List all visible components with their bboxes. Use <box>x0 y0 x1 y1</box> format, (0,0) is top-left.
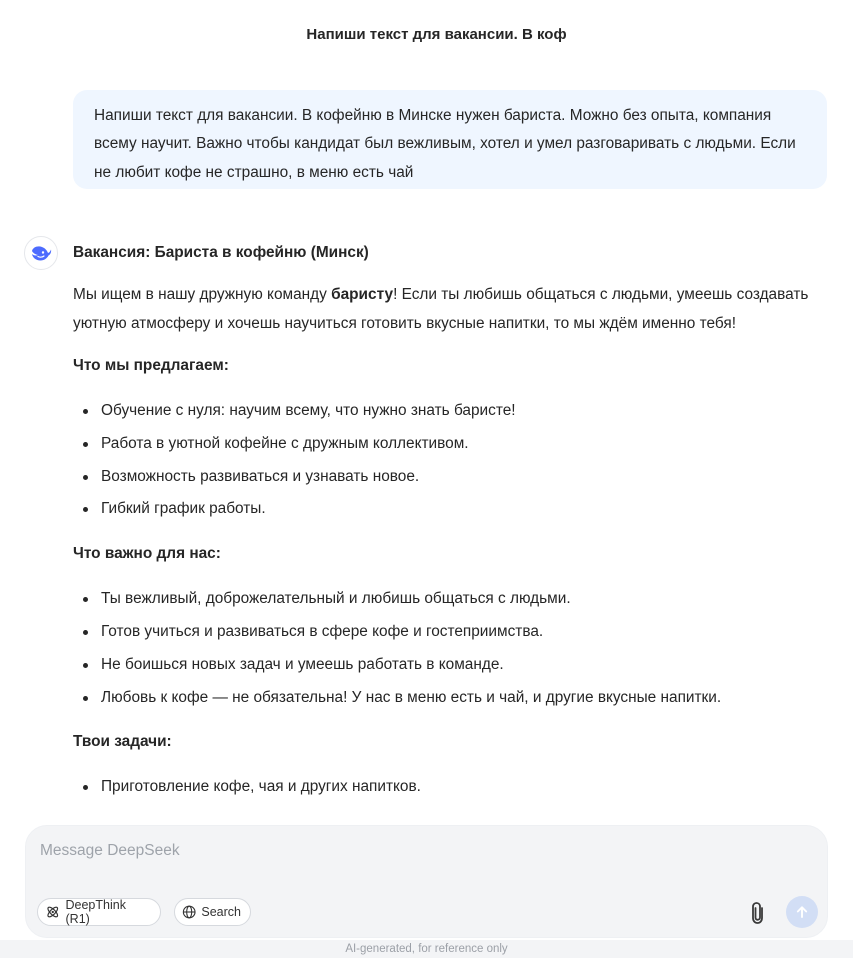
list-item: Приготовление кофе, чая и других напитков. <box>73 771 833 804</box>
message-composer <box>25 825 828 938</box>
deepthink-label: DeepThink (R1) <box>65 898 126 926</box>
list-item: Работа в уютной кофейне с дружным коллективом. <box>73 428 833 461</box>
requirements-list <box>73 583 833 714</box>
globe-icon <box>182 904 196 920</box>
list-item: Не боишься новых задач и умеешь работать в команде. <box>73 649 833 682</box>
search-label: Search <box>201 905 241 919</box>
deepseek-whale-icon <box>24 236 58 270</box>
list-item: Любовь к кофе — не обязательна! У нас в меню есть и чай, и другие вкусные напитки. <box>73 682 833 715</box>
user-message-bubble <box>73 90 827 189</box>
assistant-answer <box>73 240 833 804</box>
deepthink-toggle-button[interactable] <box>37 898 161 926</box>
intro-bold: баристу <box>331 286 394 303</box>
answer-heading: Вакансия: Бариста в кофейню (Минск) <box>73 244 369 261</box>
paperclip-icon[interactable] <box>747 900 769 926</box>
section-title-requirements: Что важно для нас: <box>73 545 221 563</box>
arrow-up-icon <box>794 904 810 920</box>
list-item: Возможность развиваться и узнавать новое. <box>73 461 833 494</box>
intro-before: Мы ищем в нашу дружную команду <box>73 286 332 303</box>
list-item: Обучение с нуля: научим всему, что нужно знать баристе! <box>73 395 833 428</box>
list-item: Гибкий график работы. <box>73 493 833 526</box>
list-item: Ты вежливый, доброжелательный и любишь общаться с людьми. <box>73 583 833 616</box>
atom-icon <box>45 904 61 920</box>
chat-title: Напиши текст для вакансии. В коф <box>306 26 567 43</box>
ai-disclaimer: AI-generated, for reference only <box>345 943 508 955</box>
intro-after: ! Если ты любишь общаться с людьми, умеешь создавать уютную атмосферу и хочешь научиться готовить вкусные напитки, то мы ждём именно тебя! <box>73 286 809 332</box>
list-item: Готов учиться и развиваться в сфере кофе и гостеприимства. <box>73 616 833 649</box>
section-title-tasks: Твои задачи: <box>73 733 172 751</box>
search-toggle-button[interactable] <box>174 898 251 926</box>
user-message-text: Напиши текст для вакансии. В кофейню в Минске нужен бариста. Можно без опыта, компания всему научит. Важно чтобы кандидат был вежливым, хотел и умел разговаривать с людьми. Если не любит кофе не страшно, в меню есть чай <box>94 107 796 181</box>
message-input[interactable]: Message DeepSeek <box>40 842 180 859</box>
section-title-offer: Что мы предлагаем: <box>73 357 229 374</box>
offer-list <box>73 395 833 526</box>
answer-intro <box>73 281 833 338</box>
send-button[interactable] <box>786 896 818 928</box>
